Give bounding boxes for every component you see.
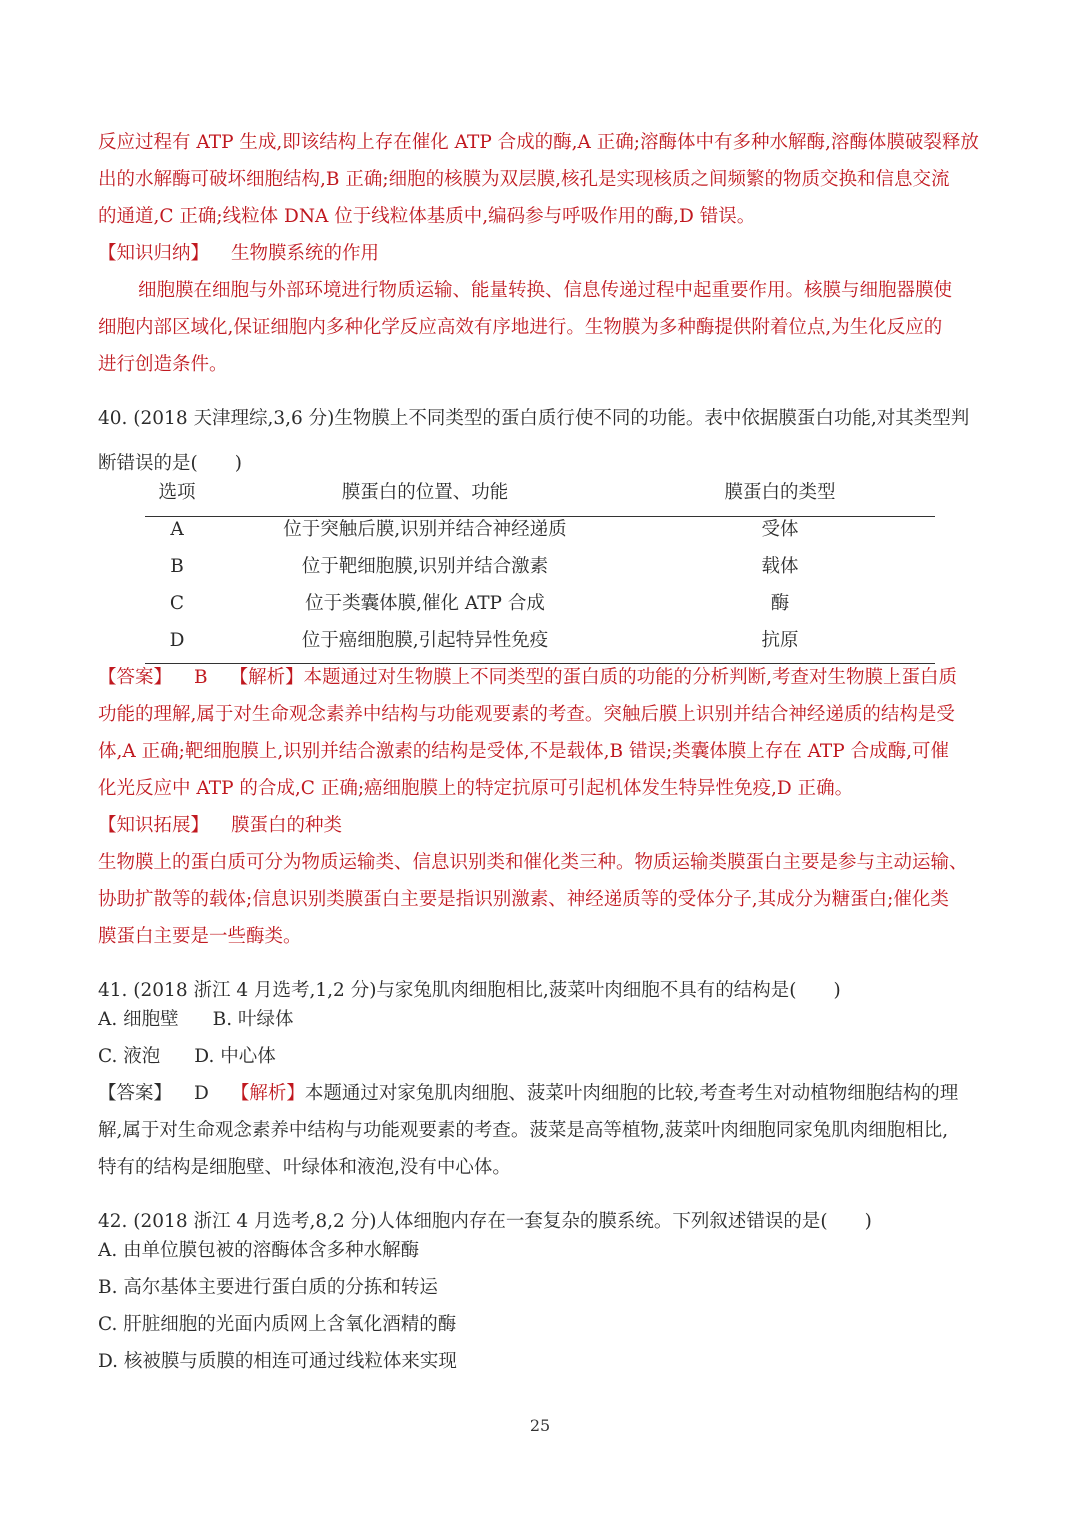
extend-line-1: 生物膜上的蛋白质可分为物质运输类、信息识别类和催化类三种。物质运输类膜蛋白主要是参与主动运输、 xyxy=(98,852,968,873)
q40-analysis-line-4: 化光反应中 ATP 的合成,C 正确;癌细胞膜上的特定抗原可引起机体发生特异性免疫,D 正确。 xyxy=(98,778,854,799)
page-number: 25 xyxy=(529,1416,551,1435)
table-row xyxy=(145,629,935,655)
table-cell-type: 酶 xyxy=(770,593,790,614)
table-cell-function: 位于类囊体膜,催化 ATP 合成 xyxy=(305,593,545,614)
answer-value: D xyxy=(194,1083,209,1104)
q40-table-header xyxy=(145,481,935,507)
table-cell-type: 受体 xyxy=(761,519,799,540)
q41-option-b: B. 叶绿体 xyxy=(212,1009,294,1030)
table-cell-function: 位于突触后膜,识别并结合神经递质 xyxy=(283,519,567,540)
table-bottom-rule xyxy=(145,663,935,664)
q42-option-d: D. 核被膜与质膜的相连可通过线粒体来实现 xyxy=(98,1351,457,1372)
prev-answer-line-3: 的通道,C 正确;线粒体 DNA 位于线粒体基质中,编码参与呼吸作用的酶,D 错误。 xyxy=(98,206,756,227)
table-cell-type: 抗原 xyxy=(761,630,799,651)
q40-stem-line-2: 断错误的是( ) xyxy=(98,453,242,474)
analysis-text: 本题通过对家兔肌肉细胞、菠菜叶肉细胞的比较,考查考生对动植物细胞结构的理 xyxy=(304,1083,959,1104)
q40-stem-line-1: 40. (2018 天津理综,3,6 分)生物膜上不同类型的蛋白质行使不同的功能。表中依据膜蛋白功能,对其类型判 xyxy=(98,408,970,429)
table-header-type: 膜蛋白的类型 xyxy=(724,482,836,503)
q42-option-a: A. 由单位膜包被的溶酶体含多种水解酶 xyxy=(98,1240,420,1261)
q41-analysis-line-3: 特有的结构是细胞壁、叶绿体和液泡,没有中心体。 xyxy=(98,1157,511,1178)
table-cell-option: A xyxy=(170,519,184,540)
summary-tag: 【知识归纳】 xyxy=(98,243,210,264)
extend-heading xyxy=(98,814,982,838)
analysis-tag: 【解析】 xyxy=(229,667,304,688)
table-row xyxy=(145,555,935,581)
q41-option-d: D. 中心体 xyxy=(194,1046,276,1067)
summary-line-1: 细胞膜在细胞与外部环境进行物质运输、能量转换、信息传递过程中起重要作用。核膜与细胞器膜使 xyxy=(138,280,953,301)
extend-line-3: 膜蛋白主要是一些酶类。 xyxy=(98,926,302,947)
q41-option-a: A. 细胞壁 xyxy=(98,1009,179,1030)
summary-heading xyxy=(98,242,982,266)
table-cell-function: 位于癌细胞膜,引起特异性免疫 xyxy=(301,630,549,651)
q41-stem: 41. (2018 浙江 4 月选考,1,2 分)与家兔肌肉细胞相比,菠菜叶肉细胞不具有的结构是( ) xyxy=(98,980,841,1001)
table-cell-option: D xyxy=(169,630,185,651)
table-header-function: 膜蛋白的位置、功能 xyxy=(341,482,509,503)
analysis-text: 本题通过对生物膜上不同类型的蛋白质的功能的分析判断,考查对生物膜上蛋白质 xyxy=(303,667,958,688)
table-cell-option: B xyxy=(170,556,184,577)
table-header-option: 选项 xyxy=(158,482,196,503)
table-cell-option: C xyxy=(169,593,185,614)
extend-line-2: 协助扩散等的载体;信息识别类膜蛋白主要是指识别激素、神经递质等的受体分子,其成分为糖蛋白;催化类 xyxy=(98,889,949,910)
q41-option-c: C. 液泡 xyxy=(98,1046,161,1067)
prev-answer-line-1: 反应过程有 ATP 生成,即该结构上存在催化 ATP 合成的酶,A 正确;溶酶体中有多种水解酶,溶酶体膜破裂释放 xyxy=(98,132,979,153)
q42-stem: 42. (2018 浙江 4 月选考,8,2 分)人体细胞内存在一套复杂的膜系统。下列叙述错误的是( ) xyxy=(98,1211,872,1232)
q40-analysis-line-3: 体,A 正确;靶细胞膜上,识别并结合激素的结构是受体,不是载体,B 错误;类囊体膜上存在 ATP 合成酶,可催 xyxy=(98,741,949,762)
summary-line-3: 进行创造条件。 xyxy=(98,354,228,375)
table-cell-function: 位于靶细胞膜,识别并结合激素 xyxy=(301,556,549,577)
answer-tag: 【答案】 xyxy=(98,667,173,688)
q40-answer-line-1 xyxy=(98,666,982,690)
answer-tag: 【答案】 xyxy=(98,1083,173,1104)
table-top-rule xyxy=(145,516,935,517)
table-row xyxy=(145,518,935,544)
q40-analysis-line-2: 功能的理解,属于对生命观念素养中结构与功能观要素的考查。突触后膜上识别并结合神经递质的结构是受 xyxy=(98,704,955,725)
summary-line-2: 细胞内部区域化,保证细胞内多种化学反应高效有序地进行。生物膜为多种酶提供附着位点,为生化反应的 xyxy=(98,317,943,338)
extend-title: 膜蛋白的种类 xyxy=(231,815,343,836)
table-row xyxy=(145,592,935,618)
q41-options-row-1 xyxy=(98,1008,982,1032)
table-cell-type: 载体 xyxy=(761,556,799,577)
q42-option-c: C. 肝脏细胞的光面内质网上含氧化酒精的酶 xyxy=(98,1314,457,1335)
extend-tag: 【知识拓展】 xyxy=(98,815,210,836)
prev-answer-line-2: 出的水解酶可破坏细胞结构,B 正确;细胞的核膜为双层膜,核孔是实现核质之间频繁的物质交换和信息交流 xyxy=(98,169,950,190)
answer-value: B xyxy=(194,667,208,688)
q41-answer-line-1 xyxy=(98,1082,982,1106)
q41-analysis-line-2: 解,属于对生命观念素养中结构与功能观要素的考查。菠菜是高等植物,菠菜叶肉细胞同家兔肌肉细胞相比, xyxy=(98,1120,949,1141)
q42-option-b: B. 高尔基体主要进行蛋白质的分拣和转运 xyxy=(98,1277,438,1298)
summary-title: 生物膜系统的作用 xyxy=(231,243,380,264)
q41-options-row-2 xyxy=(98,1045,982,1069)
analysis-tag: 【解析】 xyxy=(230,1083,305,1104)
